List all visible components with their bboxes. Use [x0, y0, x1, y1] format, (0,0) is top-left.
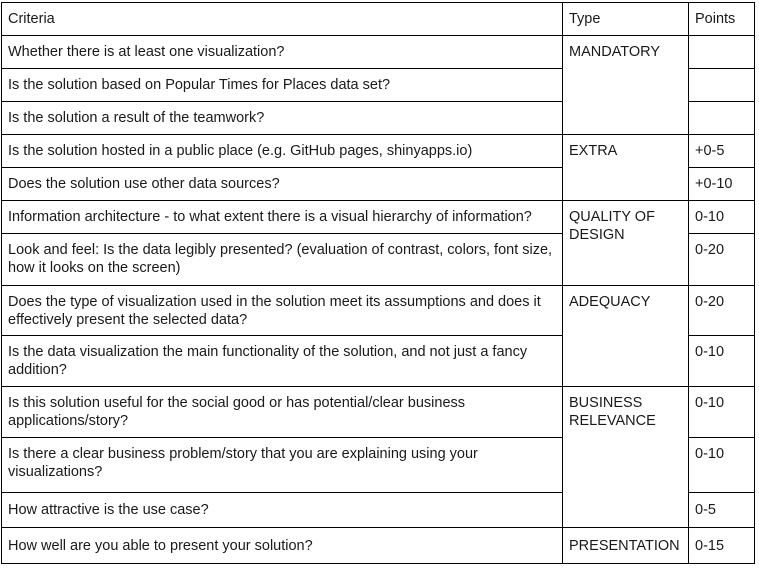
criteria-cell: Does the solution use other data sources? — [2, 168, 563, 201]
table-row — [2, 36, 755, 69]
points-cell — [689, 36, 755, 69]
table-row — [2, 528, 755, 564]
criteria-cell: Look and feel: Is the data legibly presented? (evaluation of contrast, colors, font size, how it looks on the screen) — [2, 234, 563, 286]
type-cell-presentation: PRESENTATION — [563, 528, 689, 564]
criteria-cell: How well are you able to present your solution? — [2, 528, 563, 564]
points-cell: 0-20 — [689, 234, 755, 286]
criteria-cell: Does the type of visualization used in the solution meet its assumptions and does it effectively present the selected data? — [2, 286, 563, 336]
criteria-table — [1, 2, 755, 564]
table-row — [2, 135, 755, 168]
points-cell: 0-20 — [689, 286, 755, 336]
header-points: Points — [689, 3, 755, 36]
table-row — [2, 387, 755, 438]
type-cell-quality: QUALITY OF DESIGN — [563, 201, 689, 286]
type-cell-mandatory: MANDATORY — [563, 36, 689, 135]
points-cell: 0-10 — [689, 387, 755, 438]
criteria-cell: Information architecture - to what extent there is a visual hierarchy of information? — [2, 201, 563, 234]
type-cell-business: BUSINESS RELEVANCE — [563, 387, 689, 528]
criteria-cell: Is the solution based on Popular Times for Places data set? — [2, 69, 563, 102]
points-cell: +0-5 — [689, 135, 755, 168]
table-row — [2, 201, 755, 234]
points-cell: 0-10 — [689, 438, 755, 493]
points-cell: 0-10 — [689, 336, 755, 387]
type-cell-adequacy: ADEQUACY — [563, 286, 689, 387]
header-criteria: Criteria — [2, 3, 563, 36]
type-cell-extra: EXTRA — [563, 135, 689, 201]
points-cell: 0-15 — [689, 528, 755, 564]
criteria-cell: Is the solution hosted in a public place (e.g. GitHub pages, shinyapps.io) — [2, 135, 563, 168]
header-row — [2, 3, 755, 36]
points-cell: 0-10 — [689, 201, 755, 234]
criteria-cell: Whether there is at least one visualization? — [2, 36, 563, 69]
criteria-cell: Is the solution a result of the teamwork? — [2, 102, 563, 135]
header-type: Type — [563, 3, 689, 36]
criteria-cell: Is there a clear business problem/story that you are explaining using your visualizations? — [2, 438, 563, 493]
criteria-cell: Is the data visualization the main functionality of the solution, and not just a fancy addition? — [2, 336, 563, 387]
criteria-cell: Is this solution useful for the social good or has potential/clear business applications/story? — [2, 387, 563, 438]
points-cell — [689, 102, 755, 135]
table-row — [2, 286, 755, 336]
points-cell: 0-5 — [689, 493, 755, 528]
points-cell — [689, 69, 755, 102]
criteria-cell: How attractive is the use case? — [2, 493, 563, 528]
points-cell: +0-10 — [689, 168, 755, 201]
